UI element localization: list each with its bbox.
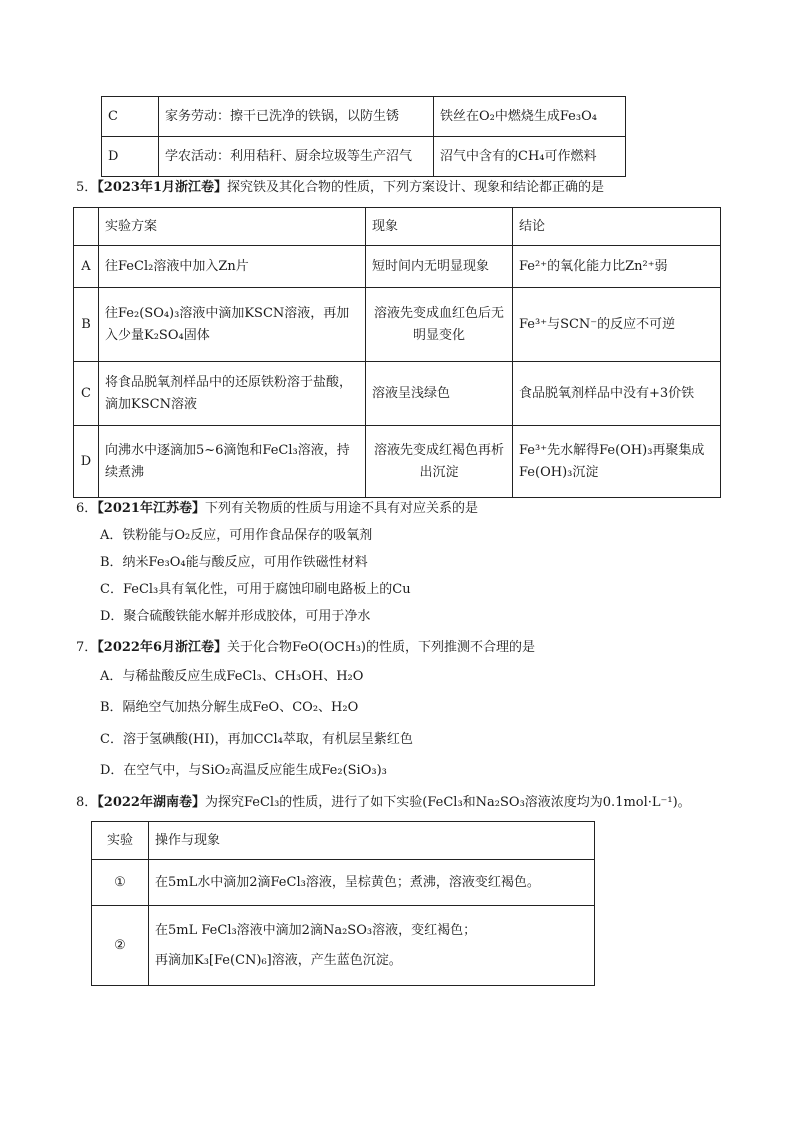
question-number: 6． — [76, 501, 98, 516]
option-label: C — [74, 362, 99, 426]
plan-cell: 将食品脱氧剂样品中的还原铁粉溶于盐酸，滴加KSCN溶液 — [99, 362, 366, 426]
question-source: 【2022年6月浙江卷】 — [97, 640, 228, 655]
knowledge-cell: 铁丝在O₂中燃烧生成Fe₃O₄ — [434, 97, 626, 137]
q7-option-d: D．在空气中，与SiO₂高温反应能生成Fe₂(SiO₃)₃ — [100, 763, 387, 778]
activity-cell: 家务劳动：擦干已洗净的铁锅，以防生锈 — [159, 97, 434, 137]
q7-option-a: A．与稀盐酸反应生成FeCl₃、CH₃OH、H₂O — [100, 669, 364, 684]
question-6 — [76, 499, 478, 519]
operation-cell — [149, 860, 595, 906]
experiment-id: ① — [92, 860, 149, 906]
plan-cell: 往Fe₂(SO₄)₃溶液中滴加KSCN溶液，再加入少量K₂SO₄固体 — [99, 288, 366, 362]
question-stem: 关于化合物FeO(OCH₃)的性质，下列推测不合理的是 — [227, 640, 535, 655]
header-operation: 操作与现象 — [149, 822, 595, 860]
phenomenon-cell: 溶液先变成红褐色再析出沉淀 — [366, 426, 513, 498]
question-source: 【2021年江苏卷】 — [97, 501, 205, 516]
q6-option-c: C．FeCl₃具有氧化性，可用于腐蚀印刷电路板上的Cu — [100, 582, 411, 597]
conclusion-cell: Fe³⁺先水解得Fe(OH)₃再聚集成Fe(OH)₃沉淀 — [513, 426, 721, 498]
phenomenon-cell: 溶液呈浅绿色 — [366, 362, 513, 426]
q8-table — [91, 821, 595, 986]
phenomenon-cell: 溶液先变成血红色后无明显变化 — [366, 288, 513, 362]
option-label: D — [74, 426, 99, 498]
top-options-table — [101, 96, 626, 177]
q5-table — [73, 207, 721, 498]
question-number: 8． — [76, 795, 98, 810]
question-7 — [76, 638, 535, 658]
q6-option-d: D．聚合硫酸铁能水解并形成胶体，可用于净水 — [100, 609, 371, 624]
option-label: B — [74, 288, 99, 362]
question-number: 7． — [76, 640, 98, 655]
operation-line: 再滴加K₃[Fe(CN)₆]溶液，产生蓝色沉淀。 — [155, 952, 402, 968]
conclusion-cell: Fe²⁺的氧化能力比Zn²⁺弱 — [513, 246, 721, 288]
conclusion-cell: Fe³⁺与SCN⁻的反应不可逆 — [513, 288, 721, 362]
phenomenon-cell: 短时间内无明显现象 — [366, 246, 513, 288]
option-cell: D — [102, 137, 159, 177]
question-stem: 下列有关物质的性质与用途不具有对应关系的是 — [204, 501, 478, 516]
plan-cell: 往FeCl₂溶液中加入Zn片 — [99, 246, 366, 288]
q7-option-c: C．溶于氢碘酸(HI)，再加CCl₄萃取，有机层呈紫红色 — [100, 732, 413, 747]
plan-cell: 向沸水中逐滴加5~6滴饱和FeCl₃溶液，持续煮沸 — [99, 426, 366, 498]
header-plan: 实验方案 — [99, 208, 366, 246]
q6-option-a: A．铁粉能与O₂反应，可用作食品保存的吸氧剂 — [100, 528, 373, 543]
activity-cell: 学农活动：利用秸秆、厨余垃圾等生产沼气 — [159, 137, 434, 177]
question-source: 【2022年湖南卷】 — [97, 795, 205, 810]
header-experiment: 实验 — [92, 822, 149, 860]
experiment-id: ② — [92, 906, 149, 986]
question-stem: 探究铁及其化合物的性质，下列方案设计、现象和结论都正确的是 — [227, 180, 605, 195]
operation-line: 在5mL FeCl₃溶液中滴加2滴Na₂SO₃溶液，变红褐色； — [155, 922, 477, 938]
conclusion-cell: 食品脱氧剂样品中没有+3价铁 — [513, 362, 721, 426]
operation-line: 在5mL水中滴加2滴FeCl₃溶液，呈棕黄色；煮沸，溶液变红褐色。 — [155, 874, 540, 890]
question-5 — [76, 178, 604, 198]
knowledge-cell: 沼气中含有的CH₄可作燃料 — [434, 137, 626, 177]
q6-option-b: B．纳米Fe₃O₄能与酸反应，可用作铁磁性材料 — [100, 555, 368, 570]
option-cell: C — [102, 97, 159, 137]
option-label: A — [74, 246, 99, 288]
question-number: 5． — [76, 180, 98, 195]
question-stem: 为探究FeCl₃的性质，进行了如下实验(FeCl₃和Na₂SO₃溶液浓度均为0.1mol·L⁻¹)。 — [204, 795, 691, 810]
operation-cell — [149, 906, 595, 986]
q7-option-b: B．隔绝空气加热分解生成FeO、CO₂、H₂O — [100, 700, 359, 715]
question-8 — [76, 793, 691, 813]
header-conclusion: 结论 — [513, 208, 721, 246]
question-source: 【2023年1月浙江卷】 — [97, 180, 228, 195]
header-phenomenon: 现象 — [366, 208, 513, 246]
